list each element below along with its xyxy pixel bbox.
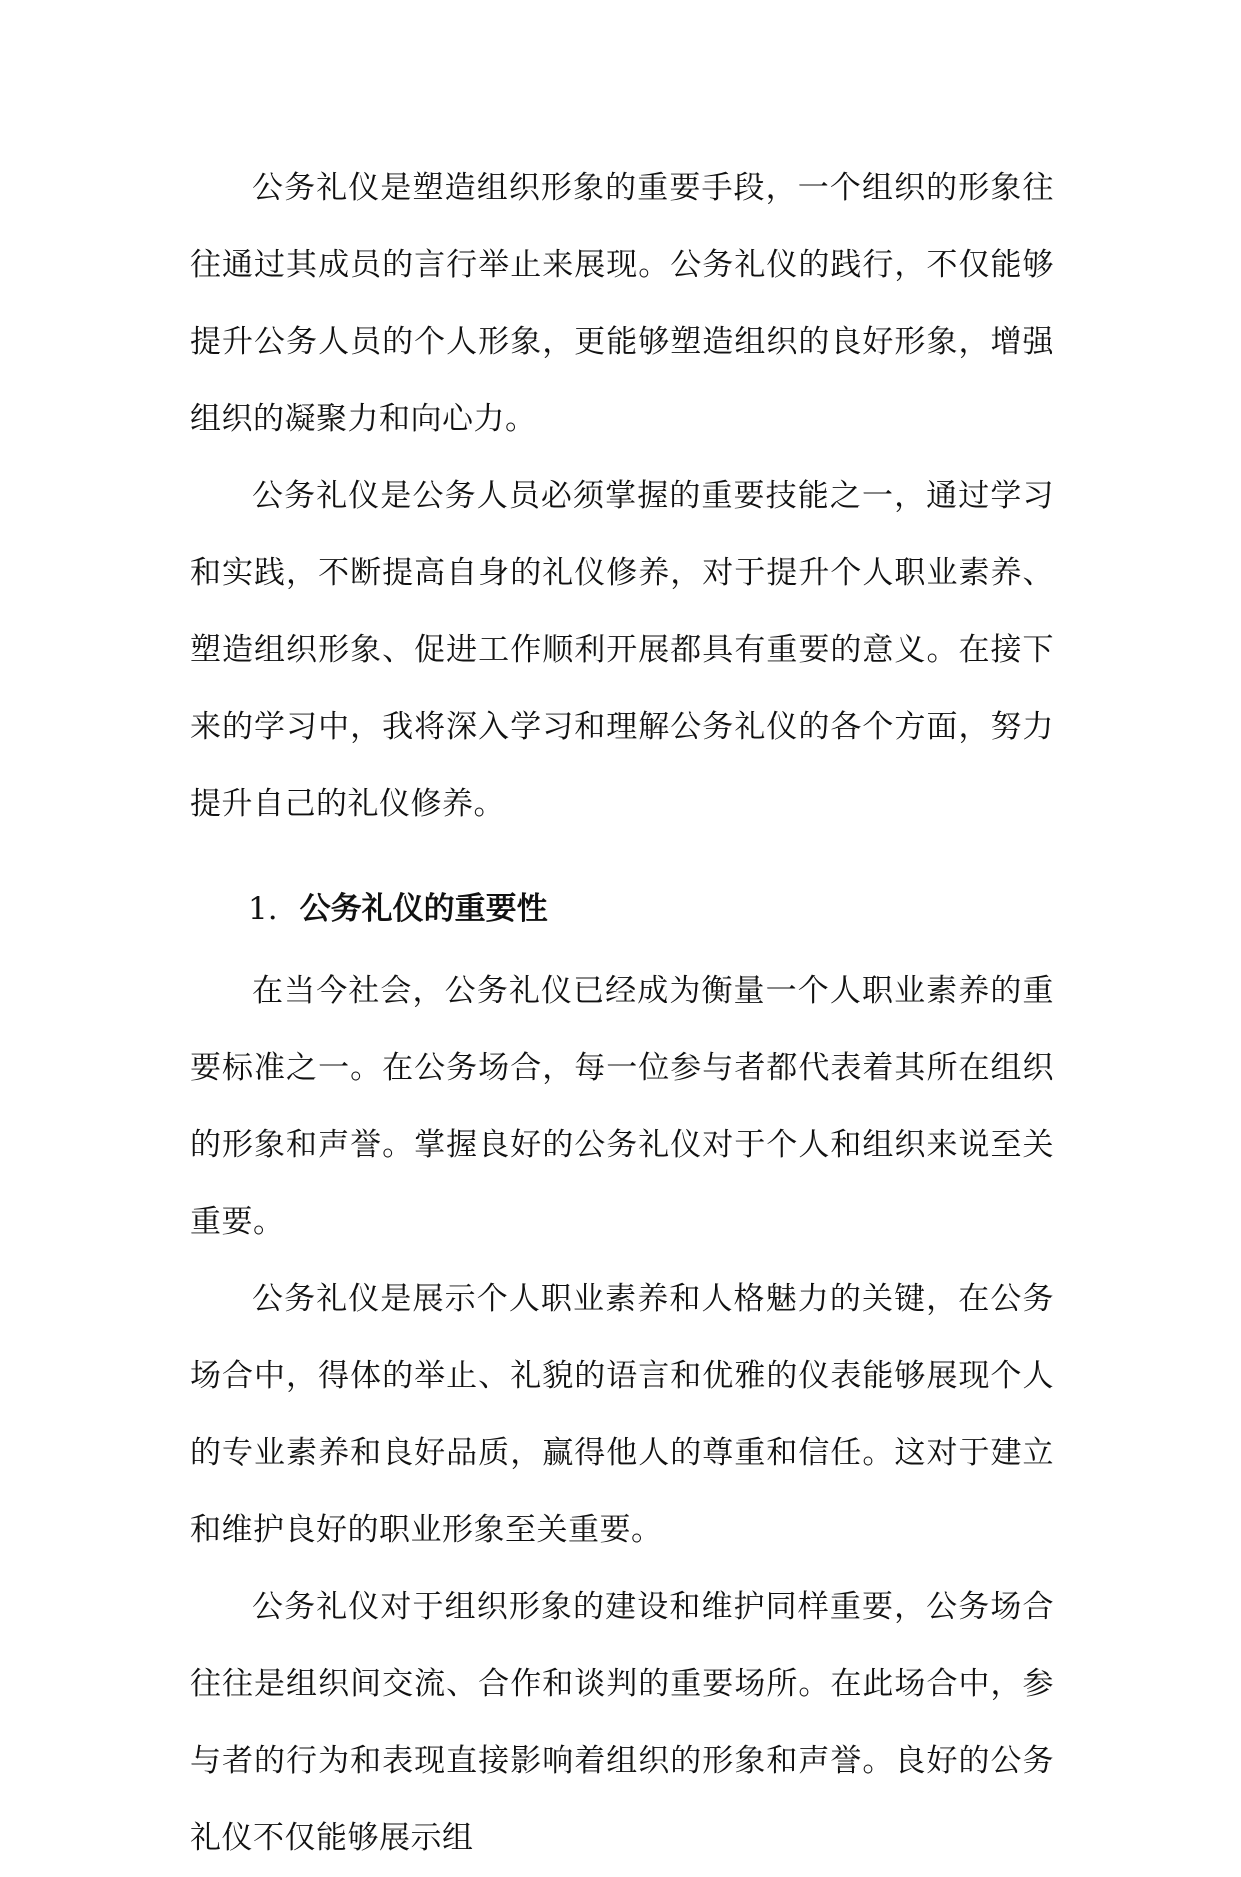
paragraph: 公务礼仪对于组织形象的建设和维护同样重要，公务场合往往是组织间交流、合作和谈判的重要场所。在此场合中，参与者的行为和表现直接影响着组织的形象和声誉。良好的公务礼仪不仅能够展示组 — [190, 1589, 1054, 1856]
section-heading — [190, 879, 1054, 939]
paragraph: 公务礼仪是塑造组织形象的重要手段，一个组织的形象往往通过其成员的言行举止来展现。公务礼仪的践行，不仅能够提升公务人员的个人形象，更能够塑造组织的良好形象，增强组织的凝聚力和向心力。 — [190, 170, 1054, 437]
paragraph: 公务礼仪是展示个人职业素养和人格魅力的关键，在公务场合中，得体的举止、礼貌的语言和优雅的仪表能够展现个人的专业素养和良好品质，赢得他人的尊重和信任。这对于建立和维护良好的职业形象至关重要。 — [190, 1281, 1054, 1548]
paragraph: 在当今社会，公务礼仪已经成为衡量一个人职业素养的重要标准之一。在公务场合，每一位参与者都代表着其所在组织的形象和声誉。掌握良好的公务礼仪对于个人和组织来说至关重要。 — [190, 973, 1054, 1240]
section-number: 1. — [248, 891, 278, 927]
document-page — [190, 150, 1054, 1877]
paragraph: 公务礼仪是公务人员必须掌握的重要技能之一，通过学习和实践，不断提高自身的礼仪修养，对于提升个人职业素养、塑造组织形象、促进工作顺利开展都具有重要的意义。在接下来的学习中，我将深入学习和理解公务礼仪的各个方面，努力提升自己的礼仪修养。 — [190, 478, 1054, 822]
section-title: 公务礼仪的重要性 — [299, 891, 548, 927]
